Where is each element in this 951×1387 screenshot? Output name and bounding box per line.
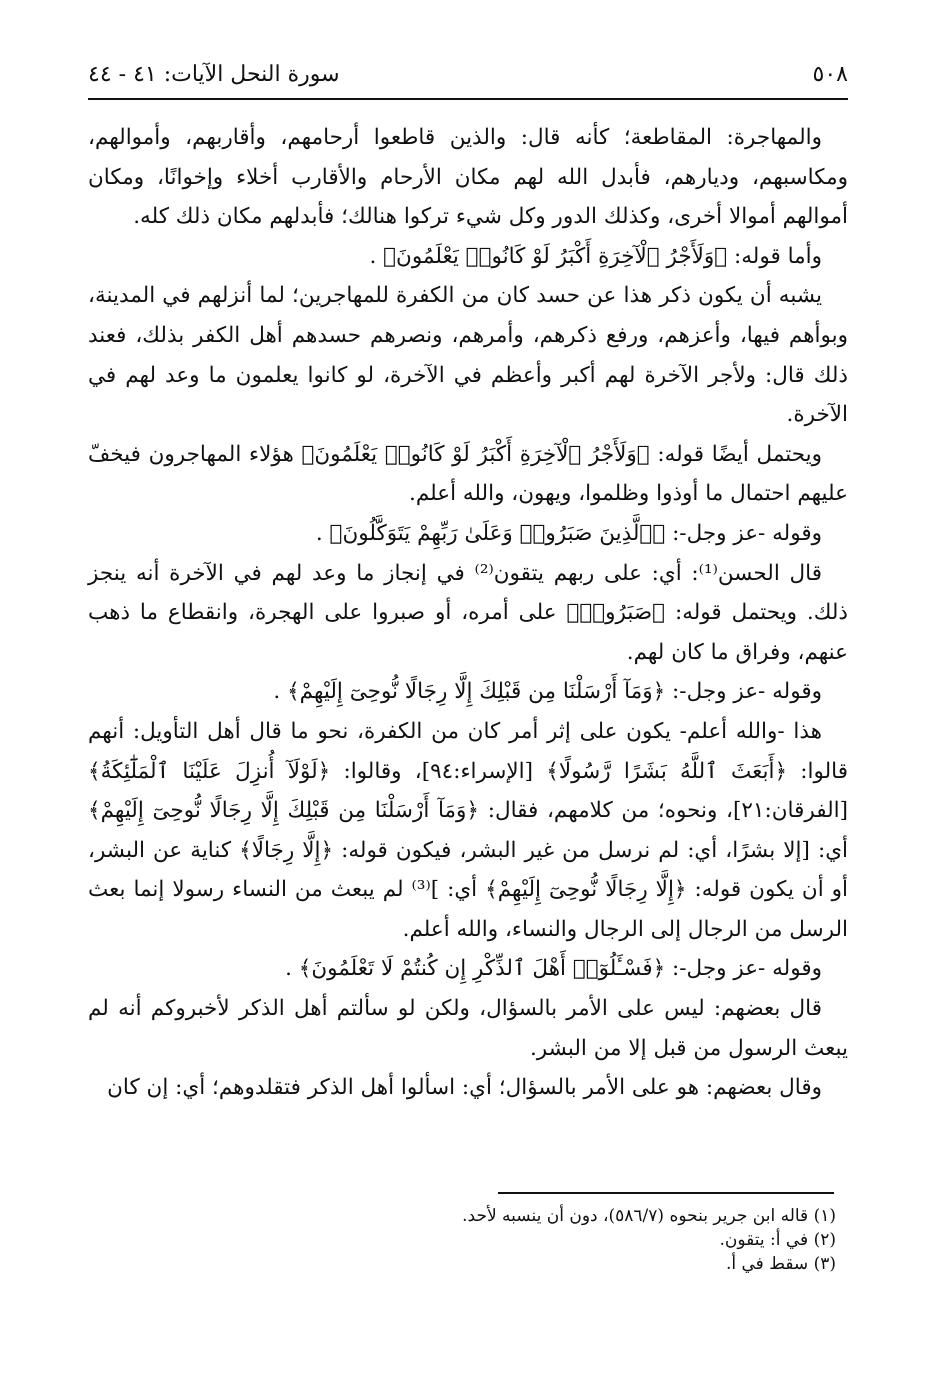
paragraph: وقال بعضهم: هو على الأمر بالسؤال؛ أي: اسألوا أهل الذكر فتقلدوهم؛ أي: إن كان	[107, 1075, 822, 1101]
footnote-rule	[498, 1192, 834, 1194]
page-number: ٥٠٨	[812, 62, 848, 87]
running-header	[88, 58, 848, 98]
footnote: (٢) في أ: يتقون.	[719, 1230, 836, 1250]
paragraph: وأما قوله: ﴿وَلَأَجْرُ ٱلْآخِرَةِ أَكْبَرُ لَوْ كَانُوا۟ يَعْلَمُونَ﴾ .	[369, 243, 822, 269]
paragraph: والمهاجرة: المقاطعة؛ كأنه قال: والذين قاطعوا أرحامهم، وأقاربهم، وأموالهم، ومكاسبهم، وديارهم، فأبدل الله لهم مكان الأرحام والأقارب أخلاء وإخوانًا، ومكان أموالهم أموالا أخرى، وكذلك الدور وكل شيء تركوا هنالك؛ فأبدلهم مكان ذلك كله.	[88, 125, 848, 230]
footnote: (١) قاله ابن جرير بنحوه (٥٨٦/٧)، دون أن ينسبه لأحد.	[462, 1206, 836, 1226]
header-rule	[88, 98, 848, 100]
footnote: (٣) سقط في أ.	[725, 1254, 836, 1274]
paragraph: وقوله -عز وجل-: ﴿ٱلَّذِينَ صَبَرُوا۟ وَعَلَىٰ رَبِّهِمْ يَتَوَكَّلُونَ﴾ .	[315, 520, 822, 546]
footnotes	[120, 1204, 836, 1276]
paragraph: يشبه أن يكون ذكر هذا عن حسد كان من الكفرة للمهاجرين؛ لما أنزلهم في المدينة، وبوأهم فيها، وأعزهم، ورفع ذكرهم، وأمرهم، ونصرهم حسدهم أهل الكفر بذلك، فعند ذلك قال: ولأجر الآخرة لهم أكبر وأعظم في الآخرة، لو كانوا يعلمون ما وعد لهم في الآخرة.	[88, 283, 848, 428]
paragraph: ويحتمل أيضًا قوله: ﴿وَلَأَجْرُ ٱلْآخِرَةِ أَكْبَرُ لَوْ كَانُوا۟ يَعْلَمُونَ﴾ هؤلاء المهاجرون فيخفّ عليهم احتمال ما أوذوا وظلموا، ويهون، والله أعلم.	[88, 441, 848, 507]
running-title: سورة النحل الآيات: ٤١ - ٤٤	[88, 62, 340, 87]
body-text	[88, 118, 848, 1108]
paragraph: هذا -والله أعلم- يكون على إثر أمر كان من الكفرة، نحو ما قال أهل التأويل: أنهم قالوا: ﴿أَبَعَثَ ٱللَّهُ بَشَرًا رَّسُولًا﴾ [الإسراء:٩٤]، وقالوا: ﴿لَوْلَآ أُنزِلَ عَلَيْنَا ٱلْمَلَٰٓئِكَةُ﴾ [الفرقان:٢١]، ونحوه؛ من كلامهم، فقال: ﴿وَمَآ أَرْسَلْنَا مِن قَبْلِكَ إِلَّا رِجَالًا نُّوحِىٓ إِلَيْهِمْ﴾ أي: [إلا بشرًا، أي: لم نرسل من غير البشر، فيكون قوله: ﴿إِلَّا رِجَالًا﴾ كناية عن البشر، أو أن يكون قوله: ﴿إِلَّا رِجَالًا نُّوحِىٓ إِلَيْهِمْ﴾ أي: ]⁽³⁾ لم يبعث من النساء رسولا إنما بعث الرسل من الرجال إلى الرجال والنساء، والله أعلم.	[88, 718, 848, 942]
paragraph: قال بعضهم: ليس على الأمر بالسؤال، ولكن لو سألتم أهل الذكر لأخبروكم أنه لم يبعث الرسول من قبل إلا من البشر.	[88, 996, 848, 1061]
paragraph: وقوله -عز وجل-: ﴿فَسْـَٔلُوٓا۟ أَهْلَ ٱلذِّكْرِ إِن كُنتُمْ لَا تَعْلَمُونَ﴾ .	[285, 956, 822, 982]
paragraph: وقوله -عز وجل-: ﴿وَمَآ أَرْسَلْنَا مِن قَبْلِكَ إِلَّا رِجَالًا نُّوحِىٓ إِلَيْهِمْ﴾ .	[273, 679, 822, 705]
paragraph: قال الحسن⁽¹⁾: أي: على ربهم يتقون⁽²⁾ في إنجاز ما وعد لهم في الآخرة أنه ينجز ذلك. ويحتمل قوله: ﴿صَبَرُوا۟﴾ على أمره، أو صبروا على الهجرة، وانقطاع ما ذهب عنهم، وفراق ما كان لهم.	[88, 560, 848, 665]
